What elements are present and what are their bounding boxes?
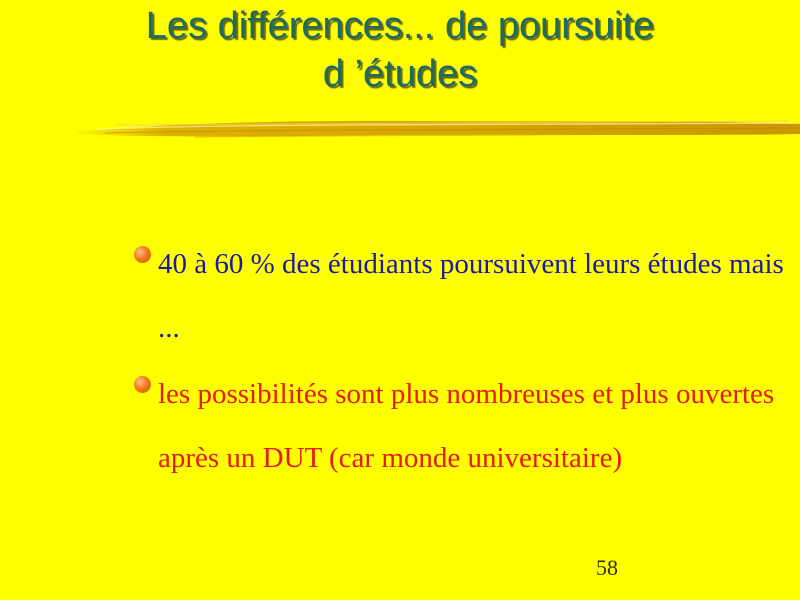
slide-title-line-2: d ’études bbox=[322, 53, 478, 95]
bullet-text: 40 à 60 % des étudiants poursuivent leurs études mais ... bbox=[158, 248, 784, 344]
bullet-item bbox=[130, 362, 795, 490]
orange-dot-icon bbox=[134, 376, 151, 393]
bullet-item bbox=[130, 232, 795, 360]
slide-title-line-1: Les différences... de poursuite bbox=[145, 5, 655, 47]
orange-dot-icon bbox=[134, 246, 151, 263]
page-number: 58 bbox=[596, 555, 618, 580]
bullet-list bbox=[130, 232, 795, 492]
bullet-text: les possibilités sont plus nombreuses et plus ouvertes après un DUT (car monde universitaire) bbox=[158, 378, 775, 474]
brush-stroke-divider bbox=[75, 112, 800, 148]
slide-title bbox=[40, 2, 760, 98]
